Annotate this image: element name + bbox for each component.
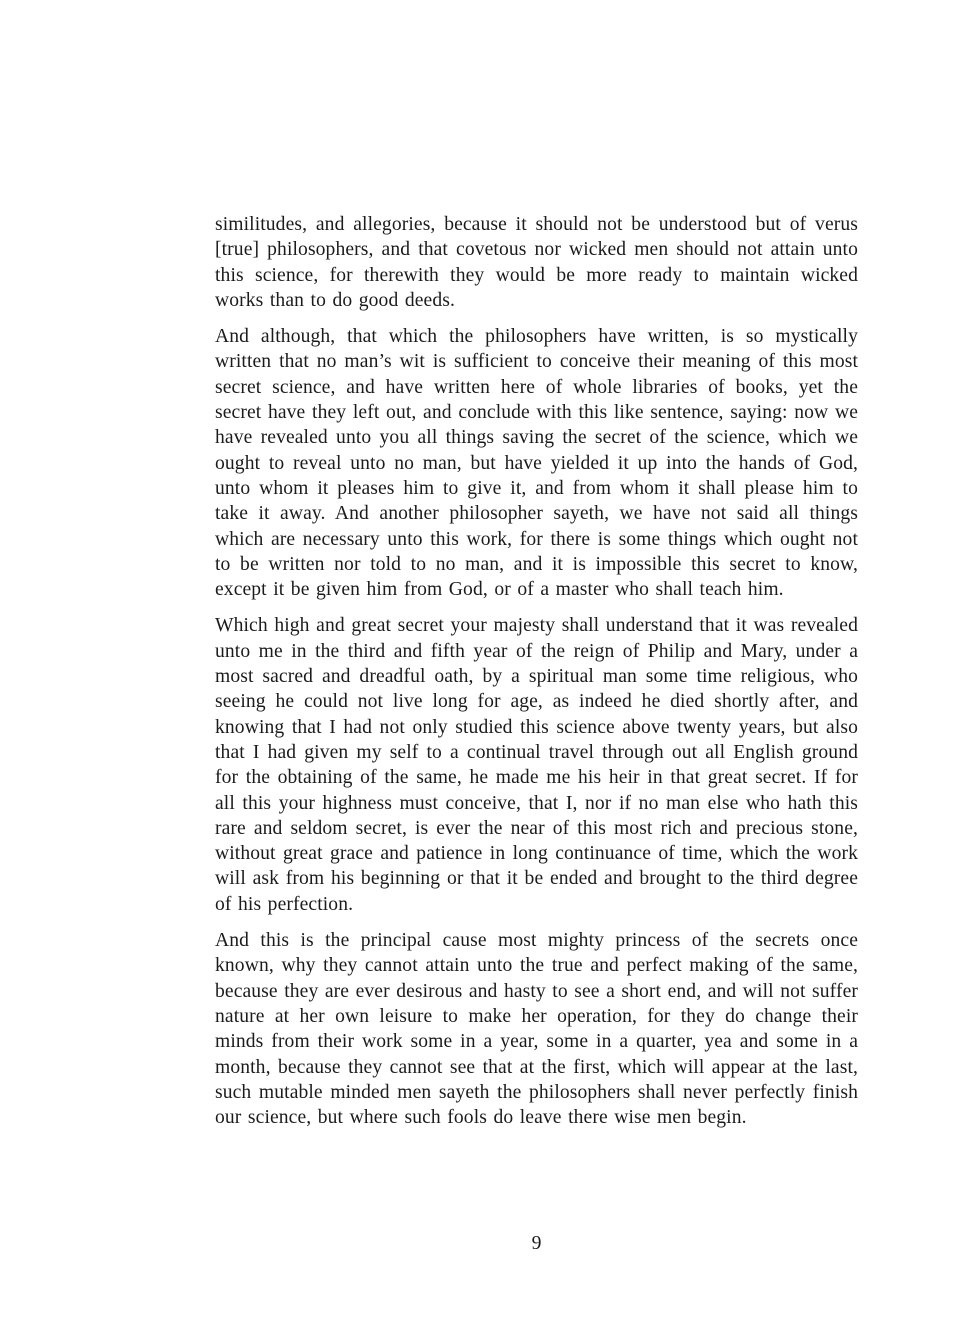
body-paragraph: similitudes, and allegories, because it should not be understood but of verus [true] philosophers, and that covetous nor wicked men should not attain unto this science, for therewith they would be more ready to maintain wicked works than to do good deeds. — [215, 214, 858, 311]
body-paragraph: Which high and great secret your majesty shall understand that it was revealed unto me in the third and fifth year of the reign of Philip and Mary, under a most sacred and dreadful oath, by a spiritual man some time religious, who seeing he could not live long for age, as indeed he died shortly after, and knowing that I had not only studied this science above twenty years, but also that I had given my self to a continual travel through out all English ground for the obtaining of the same, he made me his heir in that great secret. If for all this your highness must conceive, that I, nor if no man else who hath this rare and seldom secret, is ever the near of this most rich and precious stone, without great grace and patience in long continuance of time, which the work will ask from his beginning or that it be ended and brought to the third degree of his perfection. — [215, 615, 858, 915]
body-paragraph: And although, that which the philosophers have written, is so mystically written that no man’s wit is sufficient to conceive their meaning of this most secret science, and have written here of whole libraries of books, yet the secret have they left out, and conclude with this like sentence, saying: now we have revealed unto you all things saving the secret of the science, which we ought to reveal unto no man, but have yielded it up into the hands of God, unto whom it pleases him to give it, and from whom it shall please him to take it away. And another philosopher sayeth, we have not said all things which are necessary unto this work, for there is some things which ought not to be written nor told to no man, and it is impossible this secret to know, except it be given him from God, or of a master who shall teach him. — [215, 326, 858, 601]
page-number: 9 — [531, 1233, 542, 1254]
body-paragraph: And this is the principal cause most mighty princess of the secrets once known, why they cannot attain unto the true and perfect making of the same, because they are ever desirous and hasty to see a short end, and will not suffer nature at her own leisure to make her operation, for they do change their minds from their work some in a year, some in a quarter, yea and some in a month, because they cannot see that at the first, which will appear at the last, such mutable minded men sayeth the philosophers shall never perfectly finish our science, but where such fools do leave there wise men begin. — [215, 930, 858, 1129]
body-text-block — [215, 212, 858, 1130]
